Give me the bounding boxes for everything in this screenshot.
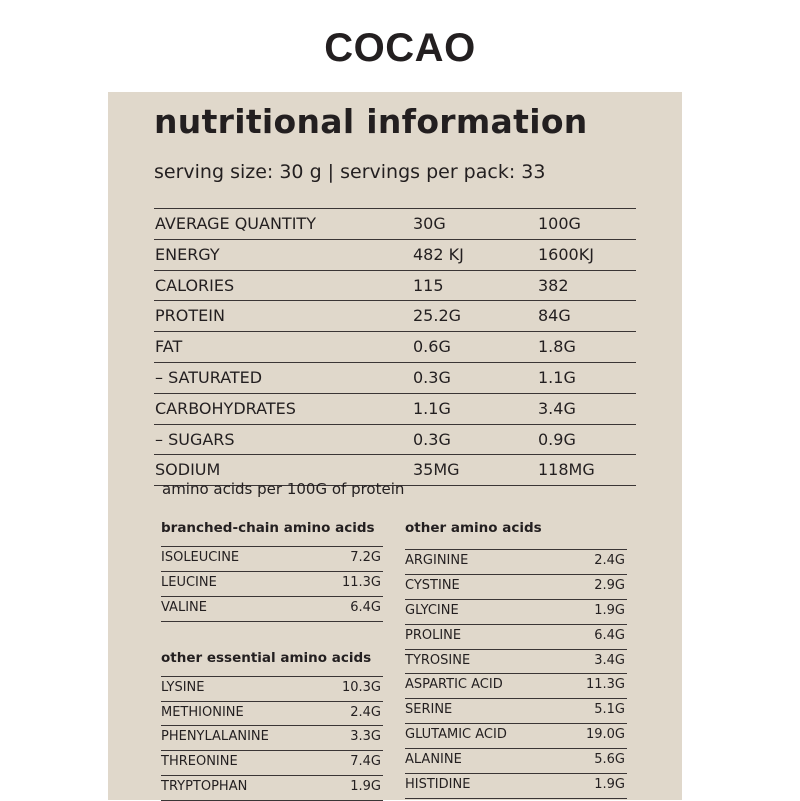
table-row (154, 394, 636, 425)
spacer (161, 622, 383, 648)
list-item (161, 571, 383, 596)
product-title: COCAO (324, 26, 476, 70)
amino-name: GLUTAMIC ACID (405, 727, 507, 743)
panel-heading: nutritional information (154, 102, 588, 141)
amino-name: TRYPTOPHAN (161, 779, 248, 795)
row-per-serving: 0.3G (413, 367, 451, 387)
list-item (405, 723, 627, 748)
amino-name: ISOLEUCINE (161, 550, 240, 565)
amino-name: CYSTINE (405, 577, 460, 593)
amino-value: 2.4G (594, 553, 625, 568)
list-item (161, 775, 383, 801)
right-amino-column (405, 518, 627, 799)
amino-name: THREONINE (161, 754, 238, 770)
amino-value: 3.4G (594, 652, 625, 668)
row-label: FAT (155, 337, 183, 357)
row-per-100g: 1.8G (538, 337, 576, 357)
amino-name: HISTIDINE (405, 777, 471, 793)
row-label: CARBOHYDRATES (155, 398, 296, 418)
nutrition-table (154, 208, 636, 486)
other-amino-heading: other amino acids (405, 520, 542, 536)
row-per-serving: 35MG (413, 460, 460, 480)
row-label: ENERGY (155, 244, 220, 264)
amino-value: 5.1G (594, 702, 625, 718)
amino-value: 7.2G (350, 550, 381, 565)
amino-acids-title: amino acids per 100G of protein (162, 480, 405, 498)
row-per-serving: 0.6G (413, 337, 451, 357)
table-row (154, 332, 636, 363)
table-row (154, 363, 636, 394)
list-item (405, 748, 627, 773)
amino-name: LEUCINE (161, 574, 217, 590)
amino-value: 11.3G (585, 677, 625, 693)
list-item (405, 574, 627, 599)
essential-heading: other essential amino acids (161, 649, 372, 666)
row-per-serving: 30G (413, 214, 446, 233)
amino-name: VALINE (161, 599, 207, 615)
list-item (161, 725, 383, 750)
table-row (154, 301, 636, 332)
amino-name: GLYCINE (405, 602, 459, 618)
amino-name: ALANINE (405, 752, 462, 768)
amino-value: 10.3G (341, 679, 381, 695)
amino-value: 2.4G (350, 704, 381, 720)
amino-value: 1.9G (350, 779, 381, 795)
row-per-100g: 100G (538, 214, 581, 233)
row-label: – SUGARS (155, 429, 235, 449)
list-item (161, 596, 383, 622)
table-row (154, 240, 636, 271)
amino-name: SERINE (405, 702, 453, 718)
list-item (405, 549, 627, 574)
row-label: AVERAGE QUANTITY (155, 214, 316, 233)
row-per-serving: 482 KJ (413, 244, 464, 264)
amino-value: 5.6G (594, 752, 625, 768)
amino-value: 6.4G (594, 627, 625, 643)
row-per-serving: 115 (413, 275, 444, 295)
list-item (161, 701, 383, 726)
table-row (154, 271, 636, 302)
amino-name: ARGININE (405, 553, 469, 568)
amino-value: 7.4G (350, 754, 381, 770)
amino-name: ASPARTIC ACID (405, 677, 503, 693)
row-per-serving: 0.3G (413, 429, 451, 449)
row-per-100g: 118MG (538, 460, 595, 480)
nutrition-panel (108, 92, 682, 800)
amino-value: 19.0G (585, 727, 625, 743)
row-label: PROTEIN (155, 306, 225, 326)
list-item (405, 624, 627, 649)
amino-value: 6.4G (350, 599, 381, 615)
list-item (405, 649, 627, 674)
list-item (405, 599, 627, 624)
table-row (154, 208, 636, 240)
row-per-100g: 1600KJ (538, 244, 594, 264)
row-label: SODIUM (155, 460, 221, 480)
list-item (161, 546, 383, 571)
amino-value: 2.9G (594, 577, 625, 593)
amino-value: 1.9G (594, 777, 625, 793)
list-item (405, 773, 627, 799)
amino-name: METHIONINE (161, 704, 244, 720)
list-item (161, 750, 383, 775)
table-row (154, 425, 636, 456)
row-per-serving: 25.2G (413, 306, 462, 326)
serving-info: serving size: 30 g | servings per pack: 33 (154, 161, 546, 183)
amino-name: PROLINE (405, 627, 462, 643)
amino-value: 3.3G (350, 729, 381, 745)
amino-name: LYSINE (161, 679, 205, 695)
row-per-100g: 84G (538, 306, 571, 326)
amino-value: 11.3G (341, 574, 381, 590)
amino-name: PHENYLALANINE (161, 729, 269, 745)
list-item (405, 673, 627, 698)
list-item (405, 698, 627, 723)
row-per-100g: 0.9G (538, 429, 576, 449)
left-amino-column (161, 518, 383, 801)
row-label: CALORIES (155, 275, 235, 295)
row-per-100g: 3.4G (538, 398, 576, 418)
amino-name: TYROSINE (405, 652, 471, 668)
bcaa-heading: branched-chain amino acids (161, 520, 375, 536)
amino-value: 1.9G (594, 602, 625, 618)
row-per-100g: 382 (538, 275, 569, 295)
row-per-serving: 1.1G (413, 398, 451, 418)
list-item (161, 676, 383, 701)
row-per-100g: 1.1G (538, 367, 576, 387)
row-label: – SATURATED (155, 367, 263, 387)
